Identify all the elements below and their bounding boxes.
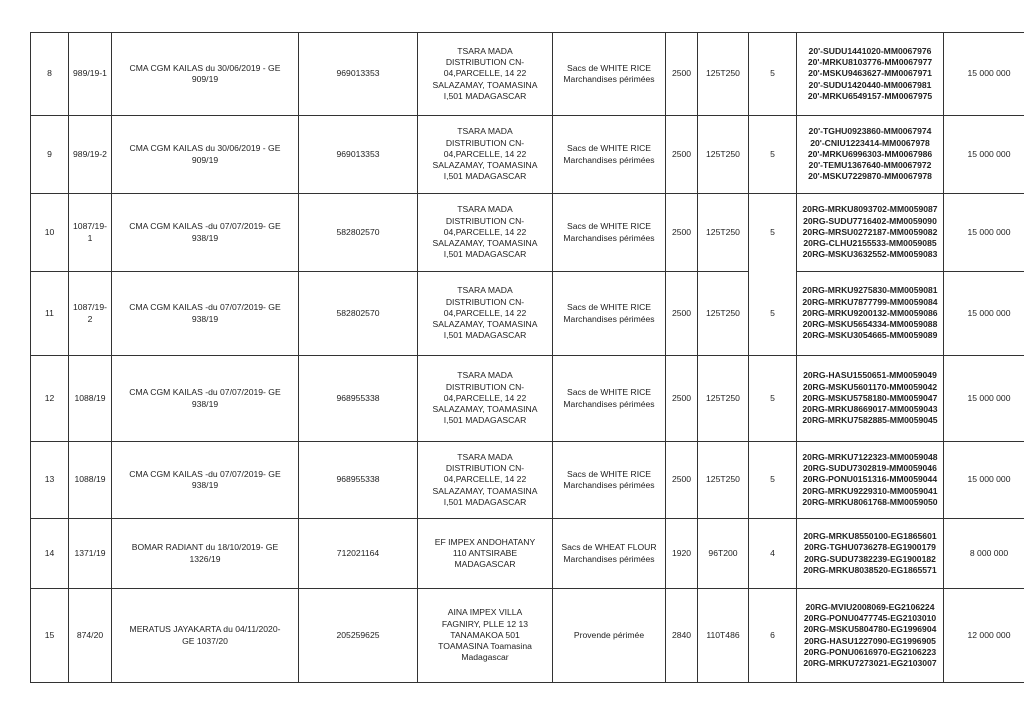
text-line: FAGNIRY, PLLE 12 13 xyxy=(441,618,529,629)
text-line: 20RG-MRKU8669017-MM0059043 xyxy=(802,404,938,415)
text-line: TSARA MADA xyxy=(457,204,513,215)
text-line: 20RG-CLHU2155533-MM0059085 xyxy=(803,238,937,249)
consignee xyxy=(418,272,553,356)
bill-of-lading: 969013353 xyxy=(299,33,418,116)
text-line: CMA CGM KAILAS -du 07/07/2019- GE xyxy=(129,221,281,232)
goods-description xyxy=(553,442,666,519)
text-line: TSARA MADA xyxy=(457,370,513,381)
text-line: Sacs de WHITE RICE xyxy=(566,62,652,73)
text-line: 04,PARCELLE, 14 22 xyxy=(443,148,527,159)
row-number: 11 xyxy=(31,272,69,356)
container-list xyxy=(797,194,944,272)
weight: 125T250 xyxy=(698,33,749,116)
row-number: 8 xyxy=(31,33,69,116)
goods-description xyxy=(553,116,666,194)
text-line: 20RG-PONU0616970-EG2106223 xyxy=(803,646,937,657)
text-line: 20RG-HASU1550651-MM0059049 xyxy=(803,370,937,381)
weight: 125T250 xyxy=(698,194,749,272)
text-line: Marchandises périmées xyxy=(563,398,655,409)
container-count: 5 xyxy=(749,442,797,519)
text-line: DISTRIBUTION CN- xyxy=(445,57,525,68)
container-list xyxy=(797,33,944,116)
vessel-manifest xyxy=(112,519,299,589)
text-line: DISTRIBUTION CN- xyxy=(445,381,525,392)
text-line: TSARA MADA xyxy=(457,126,513,137)
text-line: Sacs de WHITE RICE xyxy=(566,302,652,313)
text-line: 04,PARCELLE, 14 22 xyxy=(443,474,527,485)
text-line: GE 1037/20 xyxy=(182,635,228,646)
text-line: 20'-CNIU1223414-MM0067978 xyxy=(810,137,930,148)
reference-number: 989/19-2 xyxy=(69,116,112,194)
text-line: Sacs de WHITE RICE xyxy=(566,143,652,154)
container-count: 5 xyxy=(749,194,797,272)
text-line: SALAZAMAY, TOAMASINA xyxy=(432,79,538,90)
row-number: 12 xyxy=(31,356,69,442)
text-line: DISTRIBUTION CN- xyxy=(445,215,525,226)
bill-of-lading: 205259625 xyxy=(299,589,418,683)
goods-description xyxy=(553,356,666,442)
vessel-manifest xyxy=(112,116,299,194)
text-line: 20'-TGHU0923860-MM0067974 xyxy=(808,126,932,137)
text-line: TSARA MADA xyxy=(457,285,513,296)
text-line: CMA CGM KAILAS du 30/06/2019 - GE xyxy=(129,62,281,73)
text-line: CMA CGM KAILAS -du 07/07/2019- GE xyxy=(129,302,281,313)
container-list xyxy=(797,519,944,589)
text-line: MADAGASCAR xyxy=(454,559,516,570)
declared-value: 15 000 000 xyxy=(944,194,1024,272)
quantity: 1920 xyxy=(666,519,698,589)
table-row xyxy=(31,272,1024,356)
text-line: 20RG-MRKU9200132-MM0059086 xyxy=(802,307,938,318)
container-list xyxy=(797,116,944,194)
consignee xyxy=(418,442,553,519)
text-line: DISTRIBUTION CN- xyxy=(445,296,525,307)
quantity: 2840 xyxy=(666,589,698,683)
quantity: 2500 xyxy=(666,116,698,194)
text-line: Marchandises périmées xyxy=(563,553,655,564)
table-row xyxy=(31,519,1024,589)
text-line: 20RG-MRKU7273021-EG2103007 xyxy=(803,658,937,669)
row-number: 13 xyxy=(31,442,69,519)
text-line: 20RG-MRKU9229310-MM0059041 xyxy=(802,485,938,496)
reference-number: 1087/19-1 xyxy=(69,194,112,272)
text-line: 20RG-HASU1227090-EG1996905 xyxy=(804,635,936,646)
expired-goods-table xyxy=(30,32,1024,683)
text-line: 20RG-MSKU5654334-MM0059088 xyxy=(802,319,938,330)
text-line: 20RG-MRKU8038520-EG1865571 xyxy=(803,564,937,575)
text-line: I,501 MADAGASCAR xyxy=(443,171,527,182)
text-line: DISTRIBUTION CN- xyxy=(445,463,525,474)
text-line: 04,PARCELLE, 14 22 xyxy=(443,307,527,318)
quantity: 2500 xyxy=(666,356,698,442)
weight: 110T486 xyxy=(698,589,749,683)
text-line: SALAZAMAY, TOAMASINA xyxy=(432,319,538,330)
row-number: 10 xyxy=(31,194,69,272)
goods-description xyxy=(553,194,666,272)
reference-number: 1088/19 xyxy=(69,356,112,442)
quantity: 2500 xyxy=(666,194,698,272)
text-line: TANAMAKOA 501 xyxy=(450,629,520,640)
bill-of-lading: 968955338 xyxy=(299,356,418,442)
weight: 125T250 xyxy=(698,272,749,356)
text-line: Sacs de WHEAT FLOUR xyxy=(561,542,657,553)
text-line: 20RG-MRSU0272187-MM0059082 xyxy=(802,226,938,237)
table-row xyxy=(31,356,1024,442)
text-line: 20RG-MSKU5804780-EG1996904 xyxy=(803,624,937,635)
text-line: I,501 MADAGASCAR xyxy=(443,330,527,341)
row-number: 9 xyxy=(31,116,69,194)
reference-number: 989/19-1 xyxy=(69,33,112,116)
consignee xyxy=(418,33,553,116)
container-count: 6 xyxy=(749,589,797,683)
text-line: I,501 MADAGASCAR xyxy=(443,249,527,260)
consignee xyxy=(418,589,553,683)
text-line: 20RG-SUDU7302819-MM0059046 xyxy=(803,463,937,474)
text-line: BOMAR RADIANT du 18/10/2019- GE xyxy=(131,542,279,553)
text-line: 938/19 xyxy=(191,480,219,490)
text-line: Provende périmée xyxy=(573,629,645,640)
text-line: 938/19 xyxy=(191,313,219,324)
table-row xyxy=(31,194,1024,272)
text-line: 20'-TEMU1367640-MM0067972 xyxy=(808,160,932,171)
text-line: Marchandises périmées xyxy=(563,154,655,165)
goods-description xyxy=(553,272,666,356)
text-line: CMA CGM KAILAS du 30/06/2019 - GE xyxy=(129,143,281,154)
text-line: 20RG-SUDU7382239-EG1900182 xyxy=(804,553,936,564)
text-line: 20RG-MRKU7582885-MM0059045 xyxy=(802,415,938,426)
reference-number: 874/20 xyxy=(69,589,112,683)
text-line: I,501 MADAGASCAR xyxy=(443,496,527,507)
declared-value: 15 000 000 xyxy=(944,442,1024,519)
declared-value: 12 000 000 xyxy=(944,589,1024,683)
text-line: I,501 MADAGASCAR xyxy=(443,90,527,101)
text-line: 20RG-MRKU8550100-EG1865601 xyxy=(803,530,937,541)
container-count: 5 xyxy=(749,272,797,356)
text-line: SALAZAMAY, TOAMASINA xyxy=(432,160,538,171)
text-line: 909/19 xyxy=(191,74,219,84)
vessel-manifest xyxy=(112,442,299,519)
declared-value: 15 000 000 xyxy=(944,356,1024,442)
text-line: Sacs de WHITE RICE xyxy=(566,221,652,232)
text-line: TSARA MADA xyxy=(457,451,513,462)
container-count: 4 xyxy=(749,519,797,589)
text-line: 20RG-MRKU8061768-MM0059050 xyxy=(802,496,938,507)
text-line: 110 ANTSIRABE xyxy=(452,547,518,558)
bill-of-lading: 969013353 xyxy=(299,116,418,194)
text-line: MERATUS JAYAKARTA du 04/11/2020- xyxy=(129,624,281,635)
text-line: Marchandises périmées xyxy=(563,313,655,324)
table-row xyxy=(31,116,1024,194)
weight: 125T250 xyxy=(698,442,749,519)
text-line: 938/19 xyxy=(191,398,219,409)
text-line: 938/19 xyxy=(191,232,219,243)
consignee xyxy=(418,194,553,272)
text-line: DISTRIBUTION CN- xyxy=(445,137,525,148)
text-line: 20RG-MSKU5601170-MM0059042 xyxy=(802,381,938,392)
text-line: Marchandises périmées xyxy=(563,74,655,84)
goods-description xyxy=(553,519,666,589)
declared-value: 15 000 000 xyxy=(944,272,1024,356)
text-line: 909/19 xyxy=(191,154,219,165)
text-line: TOAMASINA Toamasina xyxy=(438,641,532,652)
text-line: Sacs de WHITE RICE xyxy=(566,468,652,479)
vessel-manifest xyxy=(112,272,299,356)
declared-value: 8 000 000 xyxy=(944,519,1024,589)
weight: 125T250 xyxy=(698,356,749,442)
text-line: Marchandises périmées xyxy=(563,480,655,490)
container-count: 5 xyxy=(749,116,797,194)
text-line: 20RG-MRKU9275830-MM0059081 xyxy=(802,285,938,296)
table-row xyxy=(31,442,1024,519)
weight: 96T200 xyxy=(698,519,749,589)
text-line: 20RG-MRKU8093702-MM0059087 xyxy=(802,204,938,215)
consignee xyxy=(418,116,553,194)
declared-value: 15 000 000 xyxy=(944,33,1024,116)
text-line: 1326/19 xyxy=(189,553,221,564)
container-list xyxy=(797,589,944,683)
weight: 125T250 xyxy=(698,116,749,194)
text-line: I,501 MADAGASCAR xyxy=(443,415,527,426)
vessel-manifest xyxy=(112,194,299,272)
vessel-manifest xyxy=(112,356,299,442)
text-line: SALAZAMAY, TOAMASINA xyxy=(432,485,538,496)
container-count: 5 xyxy=(749,33,797,116)
table-row xyxy=(31,589,1024,683)
bill-of-lading: 582802570 xyxy=(299,194,418,272)
reference-number: 1087/19-2 xyxy=(69,272,112,356)
vessel-manifest xyxy=(112,589,299,683)
text-line: 04,PARCELLE, 14 22 xyxy=(443,392,527,403)
bill-of-lading: 582802570 xyxy=(299,272,418,356)
container-count: 5 xyxy=(749,356,797,442)
text-line: 04,PARCELLE, 14 22 xyxy=(443,226,527,237)
text-line: 20'-MSKU7229870-MM0067978 xyxy=(808,171,932,182)
text-line: CMA CGM KAILAS -du 07/07/2019- GE xyxy=(129,387,281,398)
text-line: Sacs de WHITE RICE xyxy=(566,387,652,398)
text-line: 20RG-TGHU0736278-EG1900179 xyxy=(804,542,936,553)
text-line: EF IMPEX ANDOHATANY xyxy=(434,536,536,547)
text-line: CMA CGM KAILAS -du 07/07/2019- GE xyxy=(129,468,281,479)
container-list xyxy=(797,356,944,442)
text-line: 20'-MRKU8103776-MM0067977 xyxy=(807,57,933,68)
container-list xyxy=(797,272,944,356)
consignee xyxy=(418,356,553,442)
reference-number: 1088/19 xyxy=(69,442,112,519)
text-line: SALAZAMAY, TOAMASINA xyxy=(432,238,538,249)
quantity: 2500 xyxy=(666,442,698,519)
text-line: AINA IMPEX VILLA xyxy=(447,607,523,618)
bill-of-lading: 968955338 xyxy=(299,442,418,519)
text-line: 20RG-MSKU5758180-MM0059047 xyxy=(802,392,938,403)
text-line: Madagascar xyxy=(461,652,509,663)
reference-number: 1371/19 xyxy=(69,519,112,589)
row-number: 14 xyxy=(31,519,69,589)
text-line: SALAZAMAY, TOAMASINA xyxy=(432,404,538,415)
text-line: 20'-MSKU9463627-MM0067971 xyxy=(808,68,932,79)
consignee xyxy=(418,519,553,589)
text-line: 20'-MRKU6996303-MM0067986 xyxy=(807,148,933,159)
text-line: 20RG-PONU0151316-MM0059044 xyxy=(802,474,938,485)
text-line: 20'-SUDU1441020-MM0067976 xyxy=(808,45,932,56)
text-line: TSARA MADA xyxy=(457,45,513,56)
text-line: 20RG-MRKU7122323-MM0059048 xyxy=(802,451,938,462)
text-line: Marchandises périmées xyxy=(563,232,655,243)
row-number: 15 xyxy=(31,589,69,683)
table-row xyxy=(31,33,1024,116)
text-line: 20RG-SUDU7716402-MM0059090 xyxy=(803,215,937,226)
text-line: 20RG-MRKU7877799-MM0059084 xyxy=(802,296,938,307)
text-line: 20RG-MVIU2008069-EG2106224 xyxy=(805,601,935,612)
quantity: 2500 xyxy=(666,33,698,116)
text-line: 20RG-MSKU3054665-MM0059089 xyxy=(802,330,938,341)
goods-description xyxy=(553,33,666,116)
declared-value: 15 000 000 xyxy=(944,116,1024,194)
container-list xyxy=(797,442,944,519)
vessel-manifest xyxy=(112,33,299,116)
text-line: 20'-SUDU1420440-MM0067981 xyxy=(808,79,932,90)
bill-of-lading: 712021164 xyxy=(299,519,418,589)
text-line: 20'-MRKU6549157-MM0067975 xyxy=(807,90,933,101)
text-line: 20RG-PONU0477745-EG2103010 xyxy=(803,612,937,623)
goods-description xyxy=(553,589,666,683)
quantity: 2500 xyxy=(666,272,698,356)
text-line: 20RG-MSKU3632552-MM0059083 xyxy=(802,249,938,260)
text-line: 04,PARCELLE, 14 22 xyxy=(443,68,527,79)
